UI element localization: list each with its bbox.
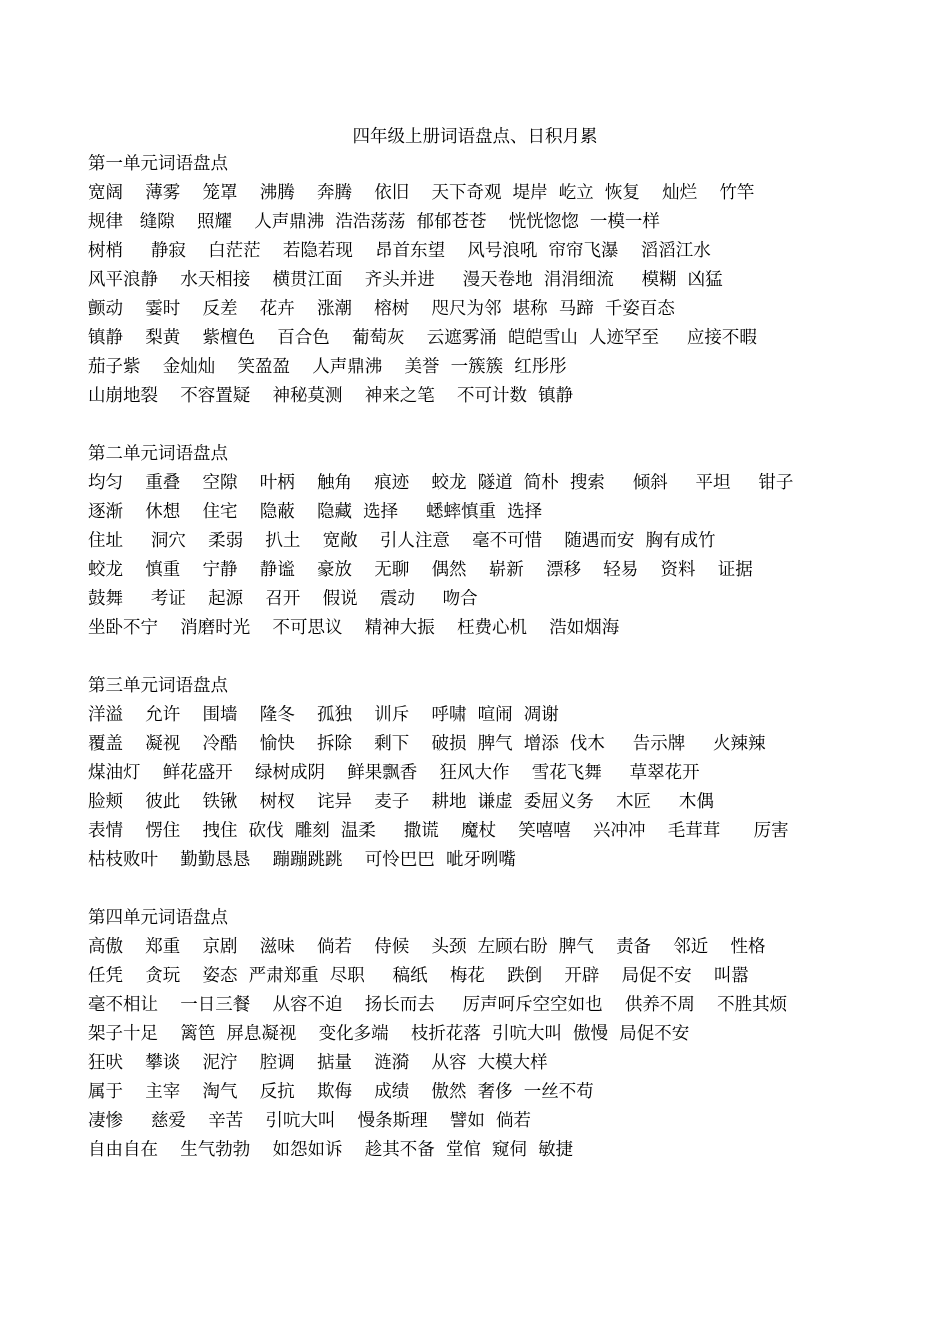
word-line: 宽阔 薄雾 笼罩 沸腾 奔腾 依旧 天下奇观 堤岸 屹立 恢复 灿烂 竹竿 (88, 183, 755, 203)
word-line: 山崩地裂 不容置疑 神秘莫测 神来之笔 不可计数 镇静 (88, 386, 574, 406)
word-line: 逐渐 休想 住宅 隐蔽 隐藏 选择 蟋蟀慎重 选择 (88, 502, 543, 522)
word-line: 枯枝败叶 勤勤恳恳 蹦蹦跳跳 可怜巴巴 呲牙咧嘴 (88, 850, 516, 870)
word-line: 狂吠 攀谈 泥泞 腔调 掂量 涟漪 从容 大模大样 (88, 1053, 548, 1073)
section-heading: 第一单元词语盘点 (88, 154, 228, 174)
word-line: 自由自在 生气勃勃 如怨如诉 趁其不备 堂倌 窥伺 敏捷 (88, 1140, 574, 1160)
word-line: 煤油灯 鲜花盛开 绿树成阴 鲜果飘香 狂风大作 雪花飞舞 草翠花开 (88, 763, 700, 783)
unit-section (88, 440, 938, 643)
section-heading: 第三单元词语盘点 (88, 676, 228, 696)
document-title: 四年级上册词语盘点、日积月累 (352, 127, 598, 147)
word-line: 树梢 静寂 白茫茫 若隐若现 昂首东望 风号浪吼 帘帘飞瀑 滔滔江水 (88, 241, 711, 261)
word-line: 覆盖 凝视 冷酷 愉快 拆除 剩下 破损 脾气 增添 伐木 告示牌 火辣辣 (88, 734, 766, 754)
section-heading: 第二单元词语盘点 (88, 444, 228, 464)
word-line: 茄子紫 金灿灿 笑盈盈 人声鼎沸 美誉 一簇簇 红彤彤 (88, 357, 567, 377)
word-line: 蛟龙 慎重 宁静 静谧 豪放 无聊 偶然 崭新 漂移 轻易 资料 证据 (88, 560, 753, 580)
word-line: 洋溢 允许 围墙 隆冬 孤独 训斥 呼啸 喧闹 凋谢 (88, 705, 559, 725)
unit-section (88, 672, 938, 875)
unit-section (88, 904, 938, 1165)
word-line: 高傲 郑重 京剧 滋味 倘若 侍候 头颈 左顾右盼 脾气 责备 邻近 性格 (88, 937, 766, 957)
word-line: 镇静 梨黄 紫檀色 百合色 葡萄灰 云遮雾涌 皑皑雪山 人迹罕至 应接不暇 (88, 328, 757, 348)
word-line: 脸颊 彼此 铁锹 树杈 诧异 麦子 耕地 谦虚 委屈义务 木匠 木偶 (88, 792, 714, 812)
word-line: 任凭 贪玩 姿态 严肃郑重 尽职 稿纸 梅花 跌倒 开辟 局促不安 叫嚣 (88, 966, 749, 986)
word-line: 风平浪静 水天相接 横贯江面 齐头并进 漫天卷地 涓涓细流 模糊 凶猛 (88, 270, 723, 290)
word-line: 住址 洞穴 柔弱 扒土 宽敞 引人注意 毫不可惜 随遇而安 胸有成竹 (88, 531, 716, 551)
word-line: 鼓舞 考证 起源 召开 假说 震动 吻合 (88, 589, 478, 609)
word-line: 坐卧不宁 消磨时光 不可思议 精神大振 枉费心机 浩如烟海 (88, 618, 620, 638)
word-line: 均匀 重叠 空隙 叶柄 触角 痕迹 蛟龙 隧道 简朴 搜索 倾斜 平坦 钳子 (88, 473, 794, 493)
document-body (88, 150, 938, 1194)
word-line: 规律 缝隙 照耀 人声鼎沸 浩浩荡荡 郁郁苍苍 恍恍惚惚 一模一样 (88, 212, 660, 232)
word-line: 颤动 霎时 反差 花卉 涨潮 榕树 咫尺为邻 堪称 马蹄 千姿百态 (88, 299, 675, 319)
word-line: 凄惨 慈爱 辛苦 引吭大叫 慢条斯理 譬如 倘若 (88, 1111, 531, 1131)
word-line: 表情 愣住 拽住 砍伐 雕刻 温柔 撒谎 魔杖 笑嘻嘻 兴冲冲 毛茸茸 厉害 (88, 821, 789, 841)
word-line: 架子十足 篱笆 屏息凝视 变化多端 枝折花落 引吭大叫 傲慢 局促不安 (88, 1024, 690, 1044)
word-line: 毫不相让 一日三餐 从容不迫 扬长而去 厉声呵斥空空如也 供养不周 不胜其烦 (88, 995, 788, 1015)
word-line: 属于 主宰 淘气 反抗 欺侮 成绩 傲然 奢侈 一丝不苟 (88, 1082, 594, 1102)
unit-section (88, 150, 938, 411)
section-heading: 第四单元词语盘点 (88, 908, 228, 928)
